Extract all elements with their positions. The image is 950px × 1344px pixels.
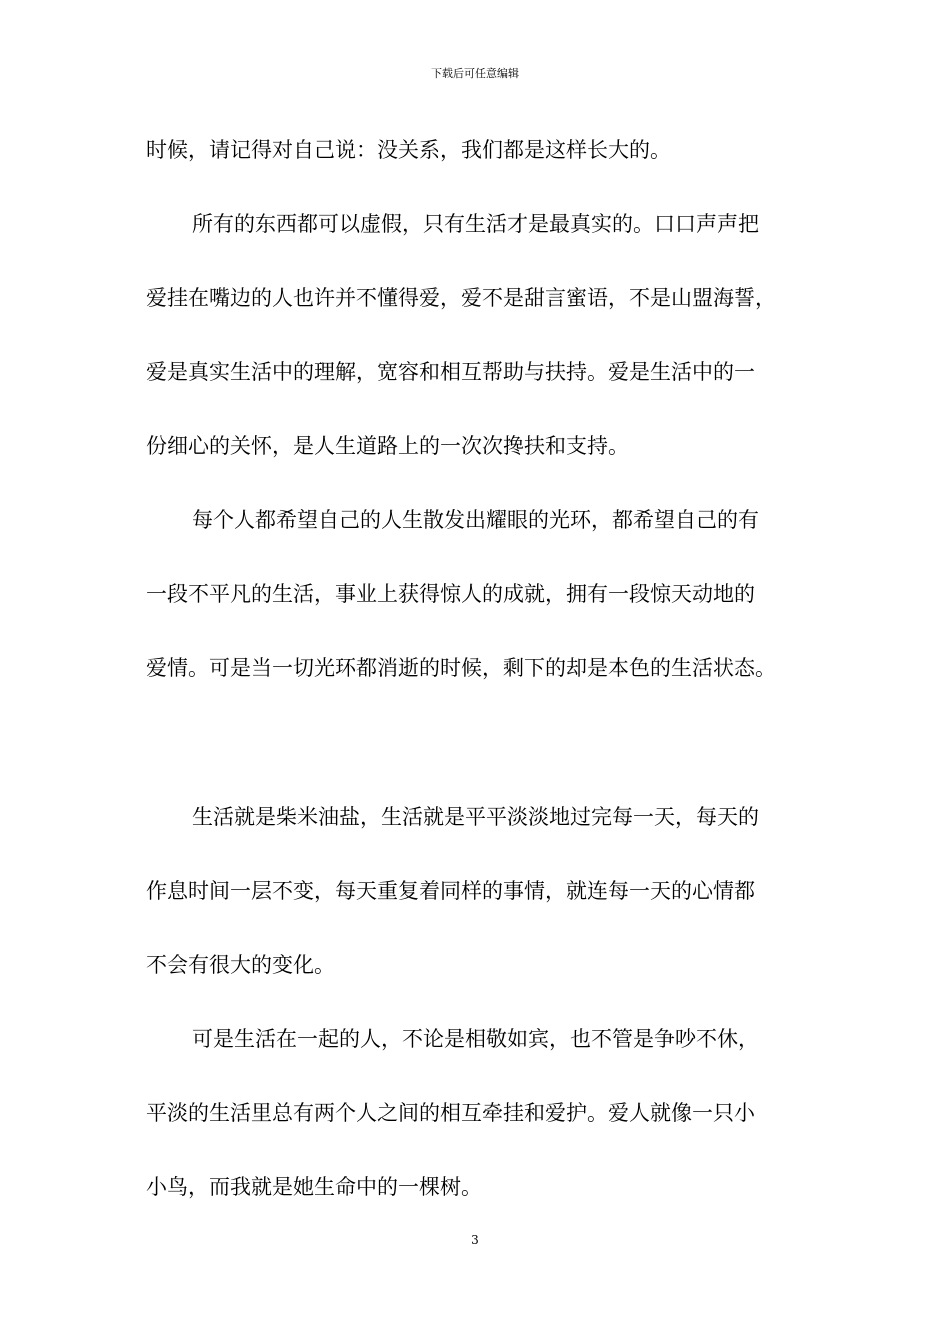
text-line: 时候，请记得对自己说：没关系，我们都是这样长大的。 <box>146 138 671 162</box>
page-number: 3 <box>471 1233 479 1247</box>
text-line: 不会有很大的变化。 <box>146 953 335 977</box>
paragraph-first-line: 所有的东西都可以虚假，只有生活才是最真实的。口口声声把 <box>192 212 759 236</box>
text-line: 爱情。可是当一切光环都消逝的时候，剩下的却是本色的生活状态。 <box>146 656 776 680</box>
paragraph-first-line: 每个人都希望自己的人生散发出耀眼的光环，都希望自己的有 <box>192 508 759 532</box>
text-line: 爱挂在嘴边的人也许并不懂得爱，爱不是甜言蜜语，不是山盟海誓， <box>146 286 776 310</box>
text-line: 小鸟，而我就是她生命中的一棵树。 <box>146 1175 482 1199</box>
paragraph-first-line: 生活就是柴米油盐，生活就是平平淡淡地过完每一天，每天的 <box>192 805 759 829</box>
paragraph-first-line: 可是生活在一起的人，不论是相敬如宾，也不管是争吵不休， <box>192 1027 759 1051</box>
text-line: 份细心的关怀，是人生道路上的一次次搀扶和支持。 <box>146 434 629 458</box>
text-line: 平淡的生活里总有两个人之间的相互牵挂和爱护。爱人就像一只小 <box>146 1101 755 1125</box>
header-note: 下载后可任意编辑 <box>431 67 519 80</box>
text-line: 作息时间一层不变，每天重复着同样的事情，就连每一天的心情都 <box>146 879 755 903</box>
text-line: 一段不平凡的生活，事业上获得惊人的成就，拥有一段惊天动地的 <box>146 582 755 606</box>
text-line: 爱是真实生活中的理解，宽容和相互帮助与扶持。爱是生活中的一 <box>146 360 755 384</box>
